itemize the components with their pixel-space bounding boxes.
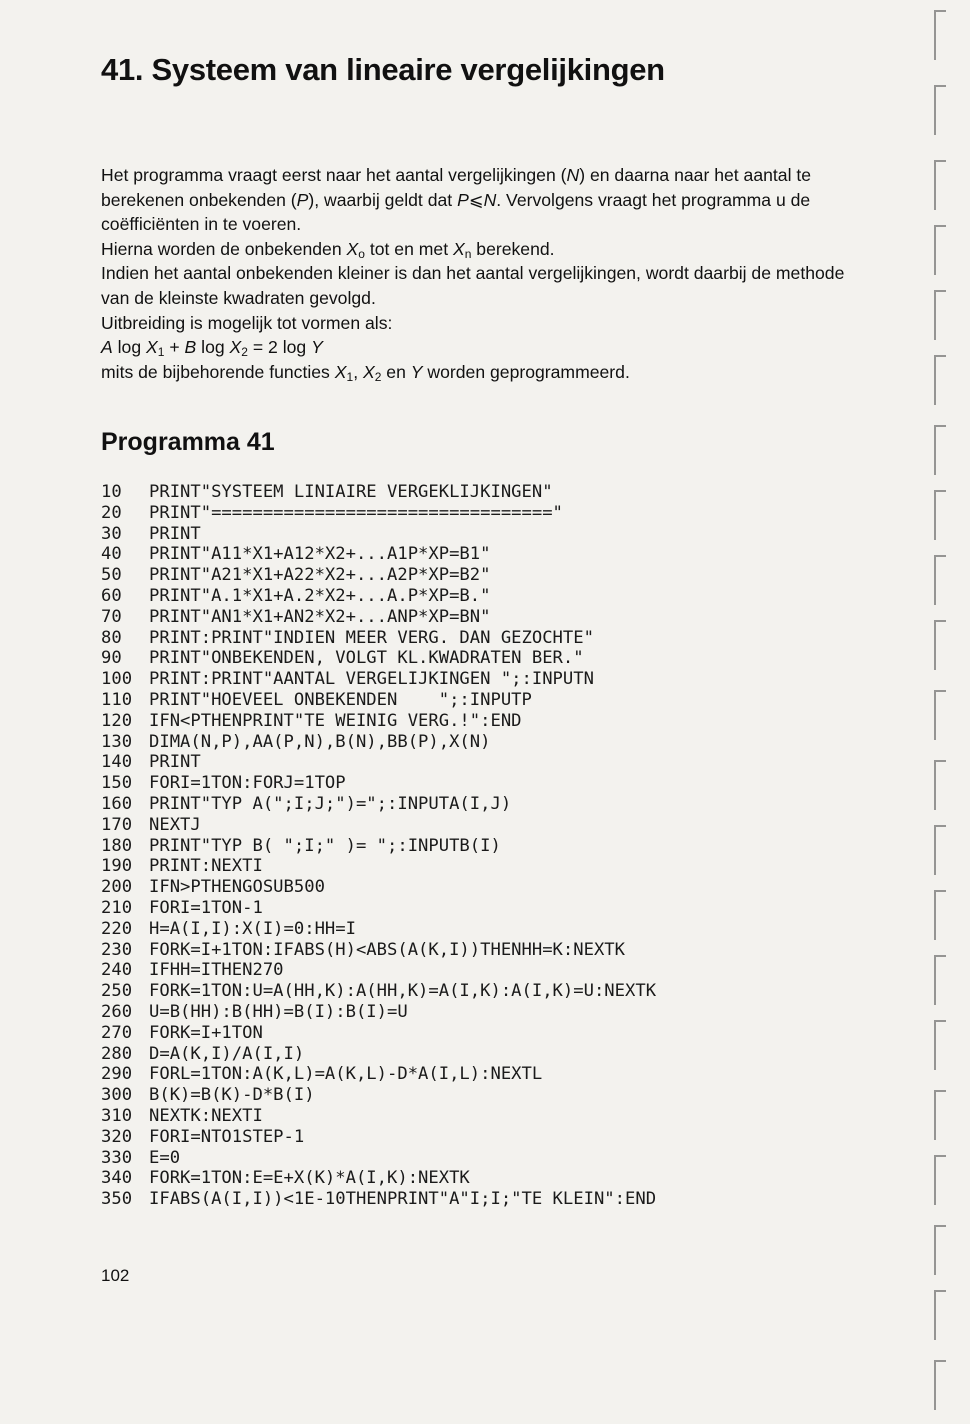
code-line xyxy=(101,1189,656,1210)
intro-paragraph-5: mits de bijbehorende functies $X_1$, $X_2$ en Y worden geprogrammeerd. xyxy=(101,361,630,384)
line-number: 100 xyxy=(101,669,133,690)
line-number: 280 xyxy=(101,1043,133,1064)
edge-mark xyxy=(934,555,946,605)
code-line xyxy=(101,1127,656,1148)
line-number: 320 xyxy=(101,1126,133,1147)
line-number: 90 xyxy=(101,648,122,669)
code-text: PRINT"=================================" xyxy=(149,502,563,523)
code-text: FORK=I+1TON xyxy=(149,1022,263,1043)
code-text: PRINT"A21*X1+A22*X2+...A2P*XP=B2" xyxy=(149,565,491,586)
code-text: PRINT:NEXTI xyxy=(149,856,263,877)
code-text: PRINT xyxy=(149,752,201,773)
line-number: 310 xyxy=(101,1105,133,1126)
code-listing xyxy=(101,482,656,1210)
code-line xyxy=(101,981,656,1002)
code-line xyxy=(101,794,656,815)
line-number: 170 xyxy=(101,814,133,835)
code-text: IFN<PTHENPRINT"TE WEINIG VERG.!":END xyxy=(149,710,522,731)
code-line xyxy=(101,648,656,669)
code-line xyxy=(101,773,656,794)
line-number: 50 xyxy=(101,565,122,586)
code-line xyxy=(101,960,656,981)
code-line xyxy=(101,856,656,877)
line-number: 290 xyxy=(101,1064,133,1085)
edge-mark xyxy=(934,1090,946,1140)
code-line xyxy=(101,690,656,711)
line-number: 70 xyxy=(101,606,122,627)
line-number: 180 xyxy=(101,835,133,856)
code-text: B(K)=B(K)-D*B(I) xyxy=(149,1085,315,1106)
line-number: 340 xyxy=(101,1168,133,1189)
code-line xyxy=(101,1044,656,1065)
edge-mark xyxy=(934,290,946,340)
code-text: FORK=1TON:E=E+X(K)*A(I,K):NEXTK xyxy=(149,1168,470,1189)
code-line xyxy=(101,752,656,773)
code-line xyxy=(101,503,656,524)
edge-mark xyxy=(934,355,946,405)
code-line xyxy=(101,669,656,690)
code-text: NEXTJ xyxy=(149,814,201,835)
code-line xyxy=(101,1085,656,1106)
line-number: 160 xyxy=(101,793,133,814)
intro-paragraph-3: Indien het aantal onbekenden kleiner is dan het aantal vergelijkingen, wordt daarbij de methode van de kleinste kwadraten gevolgd. xyxy=(101,263,845,308)
line-number: 40 xyxy=(101,544,122,565)
line-number: 210 xyxy=(101,897,133,918)
code-text: U=B(HH):B(HH)=B(I):B(I)=U xyxy=(149,1001,408,1022)
code-text: D=A(K,I)/A(I,I) xyxy=(149,1043,305,1064)
code-text: FORI=1TON-1 xyxy=(149,897,263,918)
intro-paragraph-4: Uitbreiding is mogelijk tot vormen als: xyxy=(101,312,393,333)
line-number: 350 xyxy=(101,1189,133,1210)
edge-mark xyxy=(934,1225,946,1275)
line-number: 240 xyxy=(101,960,133,981)
line-number: 230 xyxy=(101,939,133,960)
code-text: IFHH=ITHEN270 xyxy=(149,960,284,981)
code-text: PRINT"AN1*X1+AN2*X2+...ANP*XP=BN" xyxy=(149,606,491,627)
line-number: 190 xyxy=(101,856,133,877)
edge-mark xyxy=(934,760,946,810)
code-line xyxy=(101,544,656,565)
edge-mark xyxy=(934,1020,946,1070)
code-text: IFABS(A(I,I))<1E-10THENPRINT"A"I;I;"TE KLEIN":END xyxy=(149,1189,657,1210)
code-text: PRINT"ONBEKENDEN, VOLGT KL.KWADRATEN BER." xyxy=(149,648,584,669)
code-text: FORK=1TON:U=A(HH,K):A(HH,K)=A(I,K):A(I,K)=U:NEXTK xyxy=(149,981,657,1002)
code-text: FORI=1TON:FORJ=1TOP xyxy=(149,773,346,794)
edge-mark xyxy=(934,890,946,940)
section-title: Programma 41 xyxy=(101,428,275,456)
line-number: 150 xyxy=(101,773,133,794)
code-line xyxy=(101,1168,656,1189)
code-line xyxy=(101,732,656,753)
code-text: FORI=NTO1STEP-1 xyxy=(149,1126,305,1147)
edge-mark xyxy=(934,1360,946,1410)
line-number: 200 xyxy=(101,877,133,898)
edge-mark xyxy=(934,1155,946,1205)
code-text: PRINT"HOEVEEL ONBEKENDEN ";:INPUTP xyxy=(149,689,532,710)
line-number: 330 xyxy=(101,1147,133,1168)
code-text: IFN>PTHENGOSUB500 xyxy=(149,877,325,898)
code-text: PRINT:PRINT"AANTAL VERGELIJKINGEN ";:INPUTN xyxy=(149,669,594,690)
code-line xyxy=(101,524,656,545)
line-number: 260 xyxy=(101,1001,133,1022)
code-text: E=0 xyxy=(149,1147,181,1168)
code-line xyxy=(101,1106,656,1127)
chapter-title: 41. Systeem van lineaire vergelijkingen xyxy=(101,52,665,87)
code-text: PRINT"TYP A(";I;J;")=";:INPUTA(I,J) xyxy=(149,793,512,814)
line-number: 140 xyxy=(101,752,133,773)
line-number: 10 xyxy=(101,482,122,502)
code-line xyxy=(101,940,656,961)
code-text: PRINT"TYP B( ";I;" )= ";:INPUTB(I) xyxy=(149,835,501,856)
code-text: FORK=I+1TON:IFABS(H)<ABS(A(K,I))THENHH=K:NEXTK xyxy=(149,939,625,960)
code-line xyxy=(101,877,656,898)
code-line xyxy=(101,1023,656,1044)
edge-mark xyxy=(934,490,946,540)
intro-paragraph-1: Het programma vraagt eerst naar het aantal vergelijkingen (N) en daarna naar het aantal te berekenen onbekenden (P), waarbij geldt dat P⩽N. Vervolgens vraagt het programma u de coëfficiënten in te voeren. xyxy=(101,165,812,235)
code-line xyxy=(101,1002,656,1023)
page-edge-marks xyxy=(910,0,970,1424)
line-number: 60 xyxy=(101,585,122,606)
code-text: PRINT"A11*X1+A12*X2+...A1P*XP=B1" xyxy=(149,544,491,565)
code-line xyxy=(101,1064,656,1085)
intro-paragraph-2: Hierna worden de onbekenden $X_o$ tot en met $X_n$ berekend. xyxy=(101,238,555,261)
code-text: PRINT"SYSTEEM LINIAIRE VERGEKLIJKINGEN" xyxy=(149,482,553,502)
code-line xyxy=(101,565,656,586)
edge-mark xyxy=(934,825,946,875)
edge-mark xyxy=(934,620,946,670)
code-text: PRINT:PRINT"INDIEN MEER VERG. DAN GEZOCHTE" xyxy=(149,627,594,648)
line-number: 80 xyxy=(101,627,122,648)
code-line xyxy=(101,815,656,836)
code-text: H=A(I,I):X(I)=0:HH=I xyxy=(149,918,356,939)
code-text: DIMA(N,P),AA(P,N),B(N),BB(P),X(N) xyxy=(149,731,491,752)
edge-mark xyxy=(934,160,946,210)
code-text: PRINT xyxy=(149,523,201,544)
page-number: 102 xyxy=(101,1266,130,1285)
edge-mark xyxy=(934,690,946,740)
line-number: 220 xyxy=(101,918,133,939)
line-number: 300 xyxy=(101,1085,133,1106)
code-line xyxy=(101,898,656,919)
code-line xyxy=(101,711,656,732)
edge-mark xyxy=(934,10,946,60)
edge-mark xyxy=(934,955,946,1005)
line-number: 270 xyxy=(101,1022,133,1043)
code-line xyxy=(101,1148,656,1169)
edge-mark xyxy=(934,1290,946,1340)
code-line xyxy=(101,628,656,649)
line-number: 130 xyxy=(101,731,133,752)
code-text: FORL=1TON:A(K,L)=A(K,L)-D*A(I,L):NEXTL xyxy=(149,1064,543,1085)
intro-formula: A $\log X_1 + B$ $\log X_2 = 2$ log Y xyxy=(101,337,323,360)
line-number: 250 xyxy=(101,981,133,1002)
line-number: 120 xyxy=(101,710,133,731)
line-number: 20 xyxy=(101,502,122,523)
code-line xyxy=(101,482,656,503)
edge-mark xyxy=(934,425,946,475)
edge-mark xyxy=(934,225,946,275)
code-line xyxy=(101,836,656,857)
line-number: 110 xyxy=(101,689,133,710)
intro-text xyxy=(101,163,851,384)
code-line xyxy=(101,586,656,607)
code-line xyxy=(101,607,656,628)
edge-mark xyxy=(934,85,946,135)
line-number: 30 xyxy=(101,523,122,544)
code-text: PRINT"A.1*X1+A.2*X2+...A.P*XP=B." xyxy=(149,585,491,606)
code-line xyxy=(101,919,656,940)
code-text: NEXTK:NEXTI xyxy=(149,1105,263,1126)
